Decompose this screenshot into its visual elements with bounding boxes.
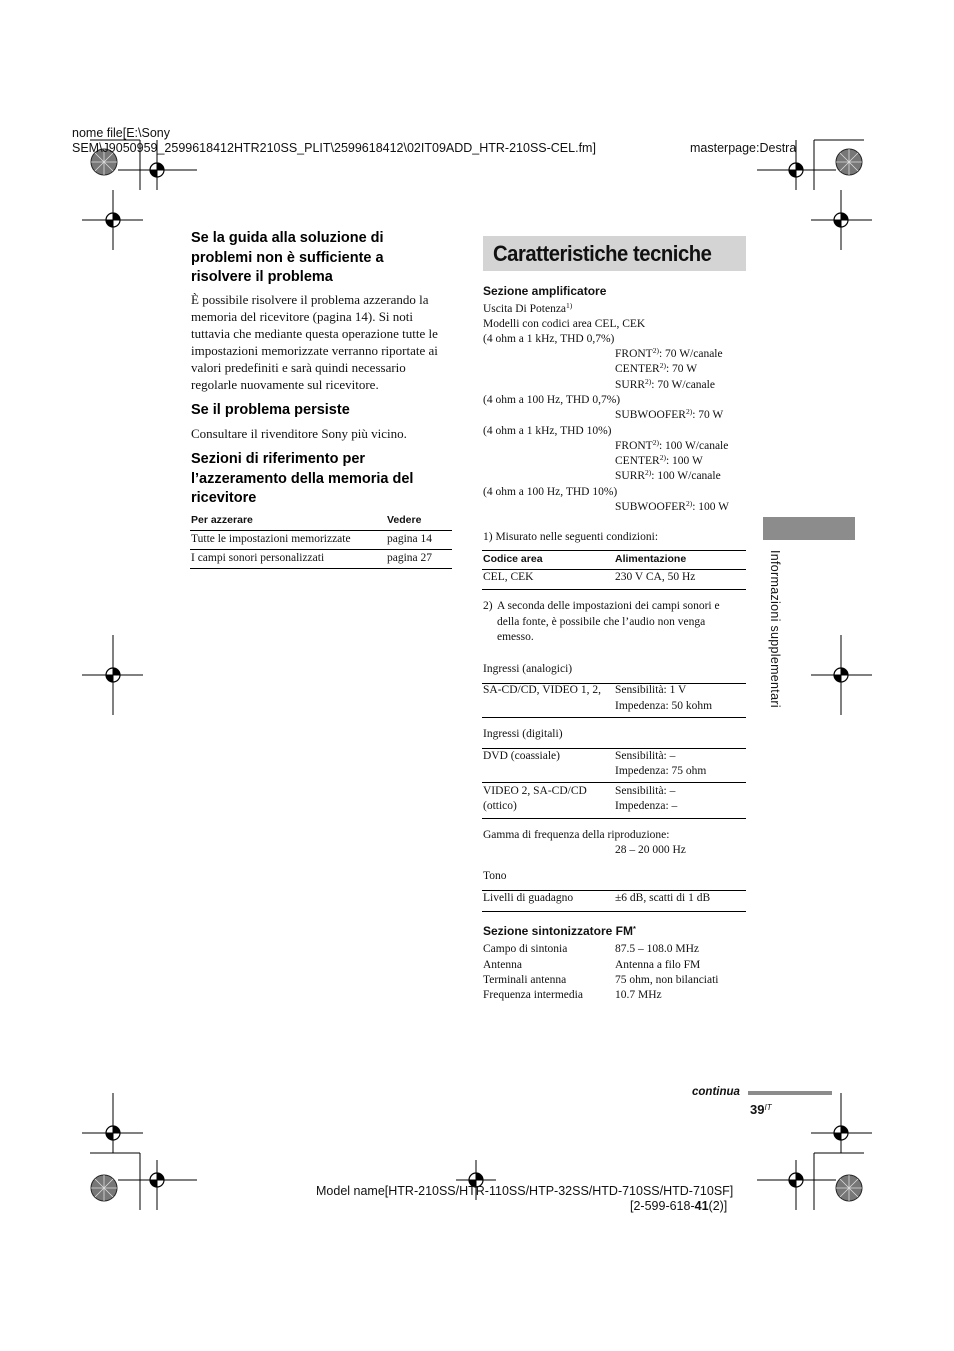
table-rule <box>482 818 746 819</box>
heading-problem-persists: Se il problema persiste <box>191 402 350 418</box>
footnote-ref: 2) <box>659 453 666 462</box>
gain-levels-label: Livelli di guadagno <box>483 892 574 904</box>
dvd-input-name: DVD (coassiale) <box>483 750 560 762</box>
text-line: della fonte, è possibile che l’audio non venga <box>497 615 706 628</box>
channel-name: FRONT <box>615 440 653 452</box>
page-number <box>750 1102 772 1117</box>
page-number-value: 39 <box>750 1102 765 1117</box>
dvd-sensitivity: Sensibilità: – <box>615 750 676 762</box>
table-rule <box>190 549 452 550</box>
analog-impedance: Impedenza: 50 kohm <box>615 700 713 712</box>
footnote-ref: 2) <box>645 468 652 477</box>
channel-value: : 70 W/canale <box>658 348 723 360</box>
table-header-reset: Per azzerare <box>191 514 253 526</box>
text-line: impostazioni memorizzate verranno riportate ai <box>191 343 438 358</box>
channel-name: CENTER <box>615 455 660 467</box>
condition-2: (4 ohm a 100 Hz, THD 0,7%) <box>483 394 621 406</box>
heading-line: ricevitore <box>191 490 257 506</box>
video2-sensitivity: Sensibilità: – <box>615 785 676 797</box>
footnote-ref: 2) <box>685 407 693 416</box>
file-path <box>72 126 596 156</box>
fm-section-heading <box>483 924 636 938</box>
table-header-see: Vedere <box>387 514 422 526</box>
surr-1 <box>615 378 715 394</box>
channel-value: : 70 W/canale <box>651 379 715 391</box>
heading-line: l’azzeramento della memoria del <box>191 470 414 487</box>
footnote-ref: 2) <box>652 438 659 447</box>
table-cell: pagina 27 <box>387 552 433 564</box>
text-line: A seconda delle impostazioni dei campi sonori e <box>497 600 720 612</box>
table-rule <box>190 530 452 531</box>
power-output-text: Uscita Di Potenza <box>483 303 567 315</box>
analog-inputs-label: Ingressi (analogici) <box>483 663 573 675</box>
section-title: Caratteristiche tecniche <box>493 241 712 266</box>
fm-spec-value: 10.7 MHz <box>615 989 662 1001</box>
digital-inputs-label: Ingressi (digitali) <box>483 728 563 740</box>
frequency-range-label: Gamma di frequenza della riproduzione: <box>483 829 670 841</box>
surr-2 <box>615 469 721 485</box>
code-suffix: (2)] <box>708 1199 728 1213</box>
heading-reference-sections <box>191 450 461 509</box>
table-rule <box>482 550 746 551</box>
table-cell: pagina 14 <box>387 533 433 545</box>
sidebar-section-label: Informazioni supplementari <box>768 550 782 708</box>
channel-name: CENTER <box>615 363 660 375</box>
footnote-ref: 1) <box>566 301 573 310</box>
footnote-ref: 2) <box>685 499 693 508</box>
subwoofer-1 <box>615 408 723 424</box>
gain-levels-value: ±6 dB, scatti di 1 dB <box>615 892 711 904</box>
condition-3: (4 ohm a 1 kHz, THD 10%) <box>483 425 612 437</box>
table-rule <box>482 717 746 718</box>
channel-value: : 100 W/canale <box>658 440 729 452</box>
table-cell: I campi sonori personalizzati <box>191 552 325 564</box>
code-revision: 41 <box>694 1199 709 1213</box>
condition-1: (4 ohm a 1 kHz, THD 0,7%) <box>483 333 615 345</box>
fm-spec-label: Antenna <box>483 959 522 971</box>
footnote-ref: 2) <box>645 377 652 386</box>
table-cell: CEL, CEK <box>483 571 534 583</box>
footnote-1: 1) Misurato nelle seguenti condizioni: <box>483 531 659 543</box>
channel-value: : 70 W <box>665 363 698 375</box>
code-prefix: [2-599-618- <box>630 1199 695 1213</box>
fm-spec-label: Campo di sintonia <box>483 943 568 955</box>
sidebar-tab <box>763 517 855 540</box>
fm-asterisk: * <box>633 924 636 933</box>
front-1 <box>615 347 723 363</box>
channel-value: : 100 W/canale <box>651 470 721 482</box>
tone-label: Tono <box>483 870 507 882</box>
text-line: tuttavia che mediante questa operazione tutte le <box>191 326 438 341</box>
document-code <box>630 1199 727 1214</box>
file-path-line2: SEM\J9050959_2599618412HTR210SS_PLIT\2599618412\02IT09ADD_HTR-210SS-CEL.fm] <box>72 141 596 155</box>
frequency-range-value: 28 – 20 000 Hz <box>615 844 686 856</box>
table-cell: 230 V CA, 50 Hz <box>615 571 696 583</box>
channel-name: SURR <box>615 470 646 482</box>
video2-input-type: (ottico) <box>483 800 517 812</box>
channel-value: : 100 W <box>665 455 703 467</box>
video2-impedance: Impedenza: – <box>615 800 678 812</box>
table-rule <box>190 568 452 569</box>
table-header-area: Codice area <box>483 553 543 565</box>
heading-line: risolvere il problema <box>191 269 333 285</box>
table-rule <box>482 911 746 912</box>
fm-spec-label: Terminali antenna <box>483 974 567 986</box>
fm-spec-label: Frequenza intermedia <box>483 989 583 1001</box>
table-header-power: Alimentazione <box>615 553 687 565</box>
file-path-line1: nome file[E:\Sony <box>72 126 170 140</box>
amplifier-section-heading: Sezione amplificatore <box>483 284 607 298</box>
continued-bar <box>748 1091 832 1095</box>
heading-reset-memory <box>191 229 461 288</box>
channel-name: FRONT <box>615 348 653 360</box>
text-line: memoria del ricevitore (pagina 14). Si noti <box>191 309 414 324</box>
condition-4: (4 ohm a 100 Hz, THD 10%) <box>483 486 618 498</box>
footnote-ref: 2) <box>652 346 659 355</box>
heading-line: problemi non è sufficiente a <box>191 249 384 266</box>
footnote-ref: 2) <box>659 361 666 370</box>
section-title-box <box>483 236 746 271</box>
fm-spec-value: 75 ohm, non bilanciati <box>615 974 719 986</box>
text-line: valori predefiniti e sarà quindi necessario <box>191 360 406 375</box>
masterpage-label: masterpage:Destra <box>690 141 797 155</box>
models-label: Modelli con codici area CEL, CEK <box>483 318 646 330</box>
video2-input-name: VIDEO 2, SA-CD/CD <box>483 785 587 797</box>
channel-value: : 70 W <box>692 409 724 421</box>
text-line: È possibile risolvere il problema azzerando la <box>191 292 429 307</box>
text-line: emesso. <box>497 631 534 643</box>
analog-input-name: SA-CD/CD, VIDEO 1, 2, <box>483 684 601 696</box>
continued-label: continua <box>692 1086 740 1098</box>
subwoofer-2 <box>615 500 729 516</box>
center-1 <box>615 362 697 378</box>
channel-value: : 100 W <box>692 501 730 513</box>
channel-name: SUBWOOFER <box>615 409 686 421</box>
heading-line: Sezioni di riferimento per <box>191 451 366 467</box>
dealer-paragraph: Consultare il rivenditore Sony più vicino. <box>191 426 407 441</box>
model-name: Model name[HTR-210SS/HTR-110SS/HTP-32SS/HTD-710SS/HTD-710SF] <box>316 1184 734 1198</box>
analog-sensitivity: Sensibilità: 1 V <box>615 684 687 696</box>
heading-line: Se la guida alla soluzione di <box>191 230 384 246</box>
dvd-impedance: Impedenza: 75 ohm <box>615 765 707 777</box>
fm-spec-value: 87.5 – 108.0 MHz <box>615 943 700 955</box>
reset-paragraph <box>191 291 461 393</box>
fm-section-text: Sezione sintonizzatore FM <box>483 924 634 938</box>
table-rule <box>482 782 746 783</box>
footnote-2-number: 2) <box>483 600 493 612</box>
channel-name: SURR <box>615 379 646 391</box>
fm-spec-value: Antenna a filo FM <box>615 959 701 971</box>
front-2 <box>615 439 728 455</box>
text-line: regolarle nuovamente sul ricevitore. <box>191 377 379 392</box>
footnote-2 <box>497 599 720 646</box>
power-output-label <box>483 302 572 318</box>
table-rule <box>482 589 746 590</box>
page-language-suffix: IT <box>764 1103 772 1112</box>
table-cell: Tutte le impostazioni memorizzate <box>191 533 351 545</box>
channel-name: SUBWOOFER <box>615 501 686 513</box>
center-2 <box>615 454 703 470</box>
